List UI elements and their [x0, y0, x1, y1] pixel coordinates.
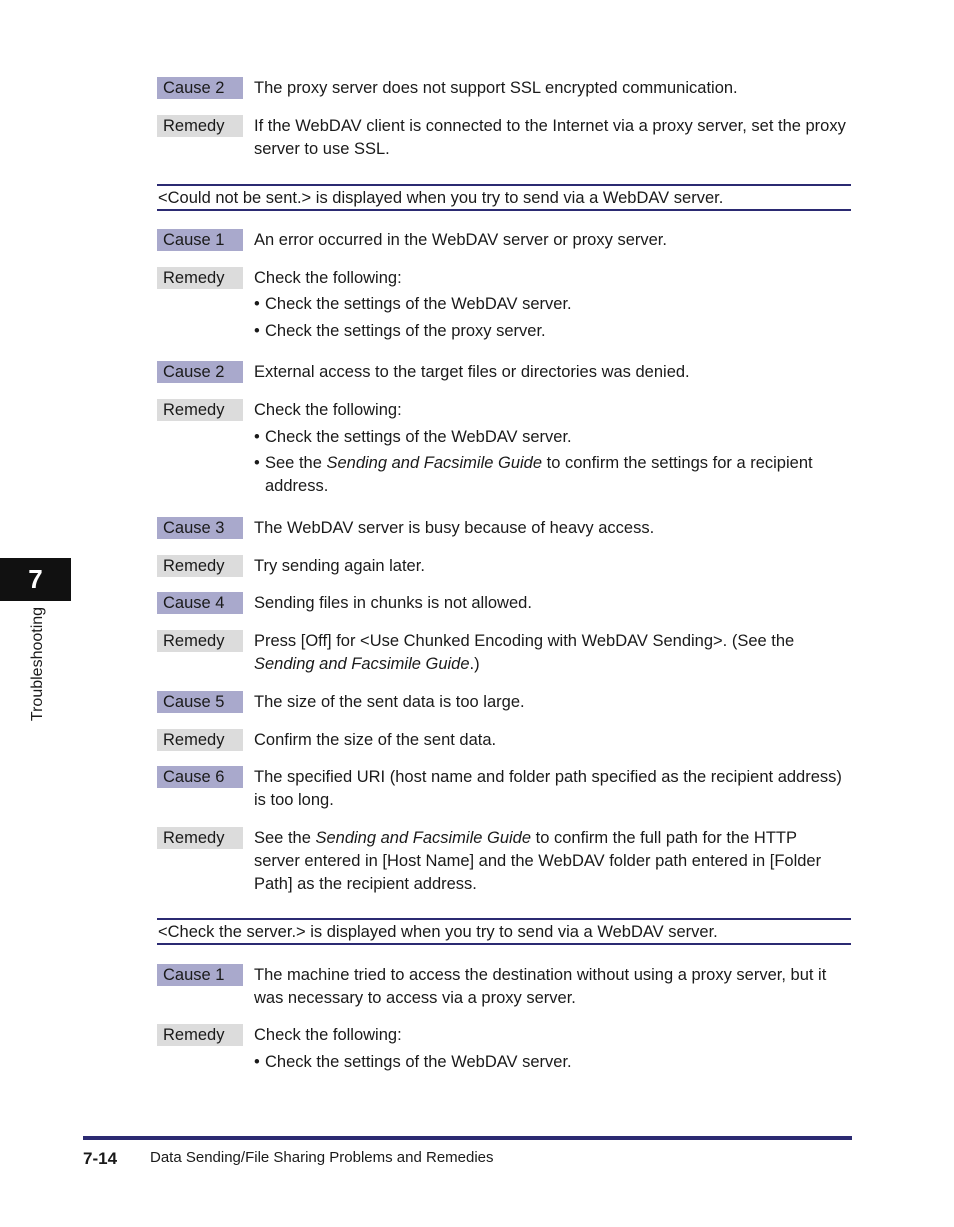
cause-label: Cause 1 — [157, 229, 243, 251]
cause-label: Cause 2 — [157, 361, 243, 383]
cause-text: The machine tried to access the destination without using a proxy server, but it was necessary to access via a proxy server. — [254, 966, 827, 1007]
remedy-text: Check the following: — [254, 269, 402, 287]
remedy-text — [254, 827, 846, 896]
footer-title: Data Sending/File Sharing Problems and Remedies — [150, 1149, 494, 1166]
cause-text: The proxy server does not support SSL encrypted communication. — [254, 79, 738, 97]
remedy-label: Remedy — [157, 115, 243, 137]
remedy-label: Remedy — [157, 399, 243, 421]
bullet-item: • Check the settings of the proxy server. — [254, 320, 846, 343]
cause-text: The WebDAV server is busy because of heavy access. — [254, 519, 655, 537]
remedy-label: Remedy — [157, 1024, 243, 1046]
cause-text: External access to the target files or directories was denied. — [254, 363, 690, 381]
cause-text: The size of the sent data is too large. — [254, 693, 525, 711]
remedy-text: Check the following: — [254, 401, 402, 419]
cause-label: Cause 4 — [157, 592, 243, 614]
section-heading: <Check the server.> is displayed when you try to send via a WebDAV server. — [157, 918, 851, 945]
cause-label: Cause 3 — [157, 517, 243, 539]
cause-text: The specified URI (host name and folder path specified as the recipient address) is too long. — [254, 768, 842, 809]
cause-label: Cause 6 — [157, 766, 243, 788]
remedy-tail-text: to confirm the full path for the HTTP server entered in [Host Name] and the WebDAV folder path entered in [Folder Path] as the recipient address. — [254, 829, 822, 893]
footer-rule — [83, 1136, 852, 1140]
remedy-text — [254, 630, 846, 676]
guide-reference: Sending and Facsimile Guide — [326, 454, 543, 472]
bullet-item: • Check the settings of the WebDAV server. — [254, 426, 846, 449]
remedy-label: Remedy — [157, 827, 243, 849]
cause-label: Cause 1 — [157, 964, 243, 986]
remedy-text: If the WebDAV client is connected to the Internet via a proxy server, set the proxy server to use SSL. — [254, 117, 846, 158]
see-the-text: See the — [254, 829, 311, 847]
remedy-text: Check the following: — [254, 1026, 402, 1044]
remedy-label: Remedy — [157, 729, 243, 751]
cause-label: Cause 5 — [157, 691, 243, 713]
see-the-text: See the — [265, 454, 322, 472]
page-number: 7-14 — [83, 1149, 118, 1168]
remedy-text: Confirm the size of the sent data. — [254, 731, 497, 749]
cause-text: Sending files in chunks is not allowed. — [254, 594, 532, 612]
guide-reference: Sending and Facsimile Guide — [315, 829, 532, 847]
chapter-number: 7 — [0, 558, 71, 601]
remedy-text: Try sending again later. — [254, 557, 425, 575]
bullet-item — [254, 452, 846, 498]
remedy-label: Remedy — [157, 555, 243, 577]
bullet-item: • Check the settings of the WebDAV server. — [254, 293, 846, 316]
remedy-label: Remedy — [157, 267, 243, 289]
bullet-tail-text: to confirm the settings for a recipient address. — [265, 454, 813, 495]
remedy-label: Remedy — [157, 630, 243, 652]
chapter-title: Troubleshooting — [29, 606, 46, 722]
guide-reference: Sending and Facsimile Guide — [254, 655, 470, 673]
cause-text: An error occurred in the WebDAV server or proxy server. — [254, 231, 667, 249]
remedy-text-end: .) — [469, 655, 480, 673]
section-heading: <Could not be sent.> is displayed when you try to send via a WebDAV server. — [157, 184, 851, 211]
cause-label: Cause 2 — [157, 77, 243, 99]
remedy-text-part: Press [Off] for <Use Chunked Encoding with WebDAV Sending>. (See the — [254, 632, 795, 650]
bullet-item: • Check the settings of the WebDAV server. — [254, 1051, 846, 1074]
